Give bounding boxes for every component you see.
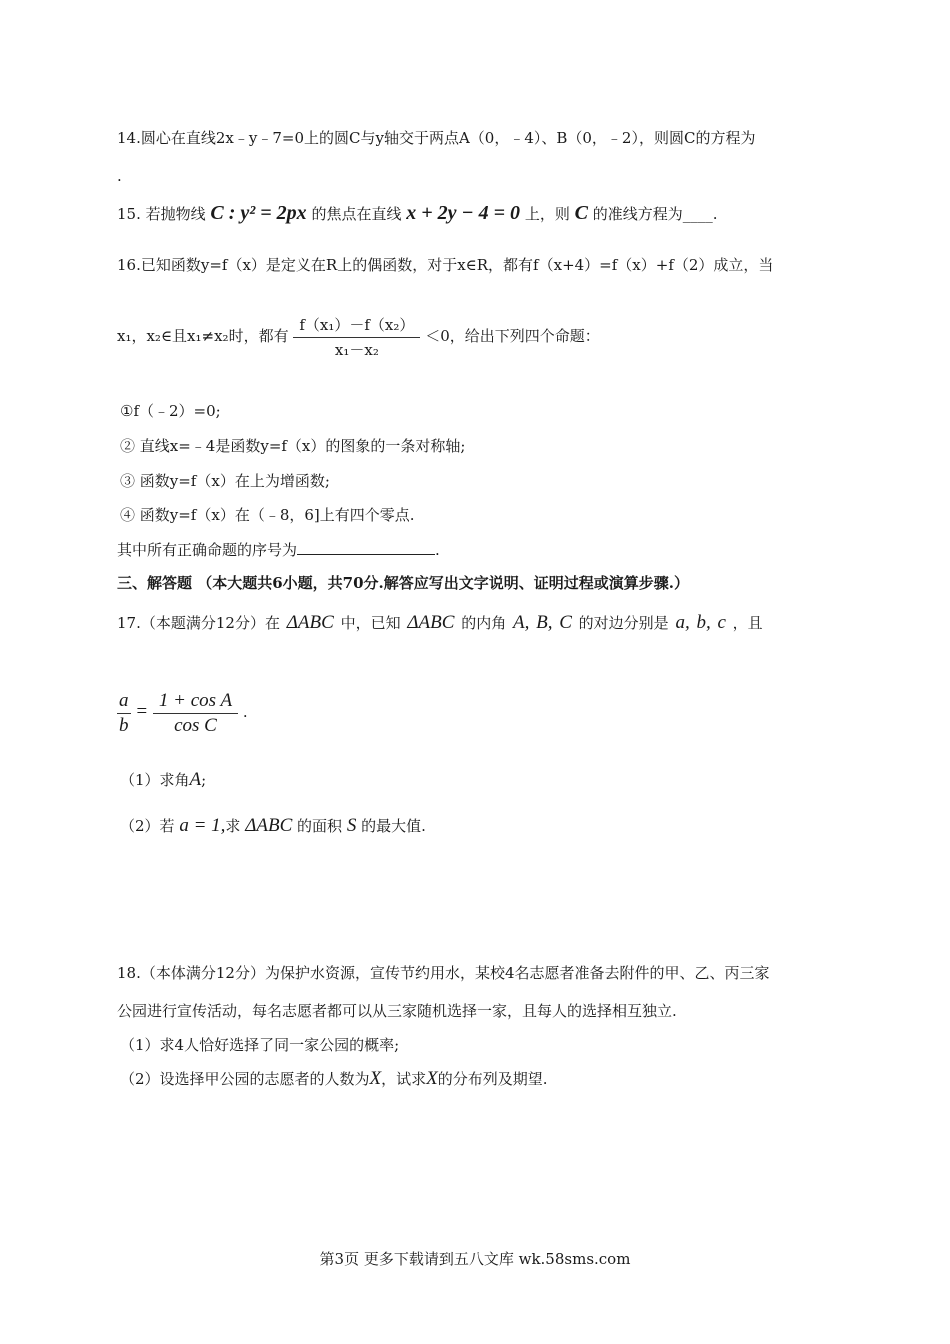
q17-text-4: 的对边分别是 [578, 614, 669, 632]
q15-text-3: 上，则 [524, 205, 570, 223]
q17-sub-2-s: S [346, 815, 357, 836]
q17-sides: a, b, c [675, 612, 726, 633]
q18-sub-2 [120, 1069, 548, 1089]
q16-frac-denominator: x₁－x₂ [334, 340, 379, 359]
q17-text-5: ，且 [732, 614, 763, 632]
q18-sub-2-mid: ，试求 [381, 1070, 427, 1088]
q17-sub-2-end: 的最大值. [361, 817, 426, 835]
q16-ask-end: . [435, 541, 440, 559]
answer-blank [297, 540, 435, 555]
q16-item-3: ③ 函数y=f（x）在上为增函数; [120, 472, 330, 490]
q17-frac-cos-num: 1 + cos A [153, 691, 238, 714]
q17-sub-2-text: （2）若 [120, 817, 175, 835]
q17-text-2: 中，已知 [340, 614, 401, 632]
q16-line-1: 16.已知函数y=f（x）是定义在R上的偶函数，对于x∈R，都有f（x+4）=f（x）+f（2）成立，当 [117, 256, 774, 274]
q16-item-2: ② 直线x=﹣4是函数y=f（x）的图象的一条对称轴; [120, 437, 466, 455]
q17-equation [117, 688, 248, 736]
q15-line-eq: x + 2y − 4 = 0 [406, 202, 521, 224]
q17-frac-a: a [117, 691, 131, 714]
q17-frac-cos [153, 691, 238, 736]
q17-triangle-1: ΔABC [286, 612, 334, 633]
q17-sub-1-end: ; [201, 771, 207, 789]
q17-frac-b: b [119, 714, 129, 736]
q17-sub-1-text: （1）求角 [120, 771, 190, 789]
q17-sub-2-mid: 求 [225, 817, 241, 835]
q17-sub-1-angle: A [189, 769, 202, 790]
q16-item-1: ①f（﹣2）=0; [120, 402, 221, 420]
q17-text-1: 17.（本题满分12分）在 [117, 614, 280, 632]
q18-sub-2-x1: X [369, 1068, 382, 1089]
q18-sub-2-x2: X [426, 1068, 438, 1089]
q17-sub-1 [120, 770, 206, 790]
q17-frac-ab [117, 691, 131, 736]
equals-sign: = [135, 701, 149, 722]
q17-angles: A, B, C [512, 612, 572, 633]
q18-line-2: 公园进行宣传活动，每名志愿者都可以从三家随机选择一家，且每人的选择相互独立. [117, 1002, 677, 1020]
q17-frac-cos-den: cos C [174, 714, 217, 736]
q16-ask-text: 其中所有正确命题的序号为 [117, 541, 298, 559]
q18-sub-2-text: （2）设选择甲公园的志愿者的人数为 [120, 1070, 370, 1088]
section-3-heading: 三、解答题 （本大题共6小题，共70分.解答应写出文字说明、证明过程或演算步骤.） [117, 574, 689, 592]
q16-post: ＜0，给出下列四个命题： [425, 327, 600, 345]
q17-text-3: 的内角 [461, 614, 507, 632]
page-footer: 第3页 更多下载请到五八文库 wk.58sms.com [319, 1250, 631, 1268]
q15-text-2: 的焦点在直线 [311, 205, 402, 223]
q14-text: 14.圆心在直线2x﹣y﹣7=0上的圆C与y轴交于两点A（0，﹣4）、B（0，﹣2），则圆C的方程为 [117, 129, 756, 147]
q16-fraction [293, 315, 420, 360]
q15-parabola-eq: C : y² = 2px [210, 202, 307, 224]
question-17 [117, 613, 763, 633]
question-14 [117, 128, 755, 148]
q18-sub-1: （1）求4人恰好选择了同一家公园的概率; [120, 1036, 400, 1054]
q14-tail: . [117, 167, 122, 185]
q15-c-symbol: C [574, 202, 588, 224]
q17-sub-2-a: a = 1, [179, 815, 226, 836]
q16-pre: x₁，x₂∈且x₁≠x₂时，都有 [117, 327, 289, 345]
question-15 [117, 203, 718, 224]
q18-sub-2-end: 的分布列及期望. [437, 1070, 548, 1088]
q16-line-2 [117, 314, 600, 360]
q15-text-4: 的准线方程为____. [592, 205, 718, 223]
q15-text-1: 15. 若抛物线 [117, 205, 206, 223]
q16-frac-numerator: f（x₁）－f（x₂） [293, 315, 420, 338]
q17-eq-end: . [242, 703, 248, 721]
q16-ask [117, 540, 440, 560]
q18-line-1: 18.（本体满分12分）为保护水资源，宣传节约用水，某校4名志愿者准备去附件的甲、乙、丙三家 [117, 964, 770, 982]
q17-triangle-2: ΔABC [407, 612, 455, 633]
q16-item-4: ④ 函数y=f（x）在（﹣8，6]上有四个零点. [120, 506, 415, 524]
q17-sub-2-mid2: 的面积 [297, 817, 343, 835]
q17-sub-2-triangle: ΔABC [245, 815, 293, 836]
q17-sub-2 [120, 816, 426, 836]
